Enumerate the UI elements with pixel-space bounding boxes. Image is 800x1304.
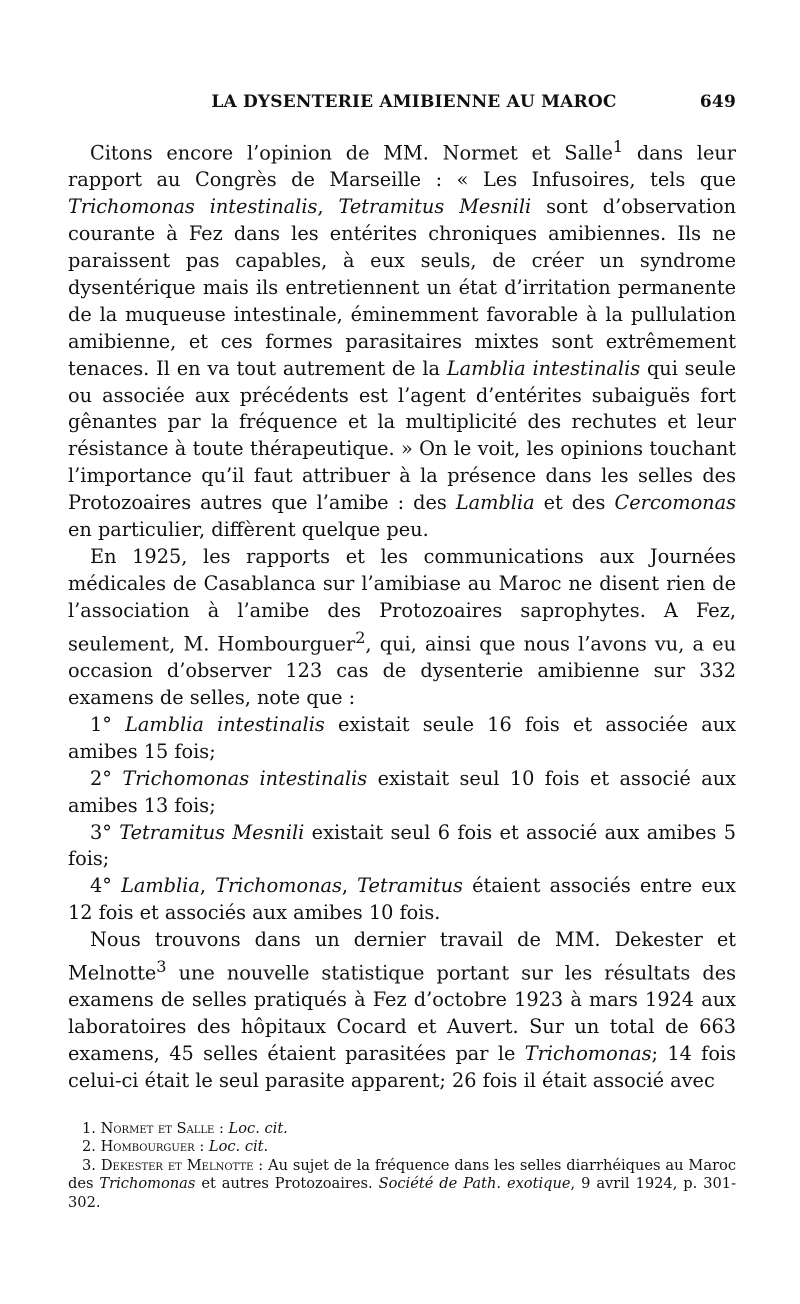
footnote-ref-3: 3 — [156, 957, 167, 977]
text-run: dans leur rapport au Congrès de Marseille : « Les Infusoires, tels que — [68, 141, 736, 192]
list-item-1 — [68, 712, 736, 766]
footnote-3 — [68, 1157, 736, 1212]
text-run: , — [199, 874, 216, 898]
text-run: 2° — [90, 766, 123, 790]
text-run: ; 14 fois celui-ci était le seul parasite apparent; 26 fois il était associé avec — [68, 1042, 736, 1093]
text-run: étaient associés entre eux 12 fois et associés aux amibes 10 fois. — [68, 874, 736, 925]
text-run: : — [214, 1120, 229, 1137]
italic-run: Trichomonas — [99, 1175, 196, 1193]
footnote-ref-1: 1 — [612, 137, 624, 156]
text-run: , qui, ainsi que nous l’avons vu, a eu occasion d’observer 123 cas de dysenterie amibienne sur 332 examens de selles, note que : — [68, 632, 736, 709]
footnote-authors: Hombourguer — [100, 1138, 195, 1156]
running-header — [68, 92, 736, 112]
text-run: sont d’observation courante à Fez dans les entérites chroniques amibiennes. Ils ne paraissent pas capables, à eux seuls, de créer un syndrome dysentérique mais ils entretiennent un état d’irritation permanente de la muqueuse intestinale, éminemment favorable à la pullulation amibienne, et ces formes parasitaires mixtes sont extrêmement tenaces. Il en va tout autrement de la — [68, 195, 737, 380]
text-run: , — [341, 874, 358, 898]
text-run: en particulier, diffèrent quelque peu. — [68, 518, 429, 542]
text-run: : Au sujet de la fréquence dans les selles diarrhéiques au Maroc des — [68, 1156, 737, 1193]
italic-run: Société de Path. exotique — [378, 1175, 571, 1193]
list-item-4 — [68, 873, 736, 927]
text-run: existait seule 16 fois et associée aux amibes 15 fois; — [68, 712, 736, 763]
italic-run: Tetramitus Mesnili — [119, 820, 305, 844]
main-text — [68, 134, 736, 1095]
text-run: qui seule ou associée aux précédents est l’agent d’entérites subaiguës fort gênantes par la fréquence et la multiplicité des rechutes et leur résistance à toute thérapeutique. » On le voit, les opinions touchant l’importance qu’il faut attribuer à la présence dans les selles des Protozoaires autres que l’amibe : des — [68, 356, 736, 515]
page-number: 649 — [699, 92, 736, 112]
footnote-1 — [68, 1120, 736, 1138]
italic-run: Cercomonas — [614, 491, 736, 515]
footnotes — [68, 1120, 736, 1212]
paragraph-2 — [68, 544, 736, 712]
italic-run: Trichomonas intestinalis — [122, 766, 368, 790]
page-body — [68, 134, 736, 1095]
list-item-2 — [68, 766, 736, 820]
running-title: LA DYSENTERIE AMIBIENNE AU MAROC — [211, 92, 617, 112]
footnote-number: 3. — [82, 1156, 96, 1174]
italic-run: Tetramitus Mesnili — [338, 195, 532, 219]
text-run: Citons encore l’opinion de MM. Normet et Salle — [90, 141, 613, 165]
italic-run: Trichomonas — [524, 1042, 652, 1066]
text-run: une nouvelle statistique portant sur les résultats des examens de selles pratiqués à Fez d’octobre 1923 à mars 1924 aux laboratoires des hôpitaux Cocard et Auvert. Sur un total de 663 examens, 45 selles étaient parasitées par le — [68, 961, 736, 1066]
italic-run: Trichomonas intestinalis — [68, 195, 318, 219]
italic-run: Tetramitus — [357, 874, 463, 898]
list-item-3 — [68, 820, 736, 874]
text-run: : — [194, 1138, 209, 1156]
italic-run: Loc. cit. — [208, 1138, 269, 1156]
footnote-authors: Dekester et Melnotte — [100, 1156, 254, 1174]
italic-run: Lamblia — [455, 491, 535, 515]
text-run: En 1925, les rapports et les communications aux Journées médicales de Casablanca sur l’amibiase au Maroc ne disent rien de l’association à l’amibe des Protozoaires saprophytes. A Fez, seulement, M. Hombourguer — [68, 545, 736, 656]
footnote-authors: Normet et Salle — [100, 1120, 215, 1137]
footnote-number: 2. — [82, 1138, 96, 1156]
italic-run: Lamblia — [121, 874, 200, 898]
footnote-2 — [68, 1138, 736, 1156]
text-run: 3° — [90, 820, 120, 844]
italic-run: Lamblia intestinalis — [446, 356, 641, 380]
text-run: , 9 avril 1924, p. 301-302. — [68, 1175, 736, 1211]
italic-run: Lamblia intestinalis — [125, 712, 325, 736]
text-run: 4° — [90, 874, 122, 898]
text-run: , — [317, 195, 339, 219]
italic-run: Trichomonas — [215, 874, 342, 898]
text-run: existait seul 6 fois et associé aux amibes 5 fois; — [68, 820, 736, 871]
footnote-ref-2: 2 — [355, 627, 366, 647]
text-run: 1° — [90, 712, 126, 736]
text-run: Nous trouvons dans un dernier travail de MM. Dekester et Melnotte — [68, 928, 736, 985]
footnote-number: 1. — [82, 1120, 96, 1137]
italic-run: Loc. cit. — [228, 1120, 288, 1137]
text-run: et autres Protozoaires. — [195, 1175, 379, 1193]
paragraph-3 — [68, 927, 736, 1095]
text-run: et des — [534, 491, 615, 515]
text-run: existait seul 10 fois et associé aux amibes 13 fois; — [68, 766, 737, 817]
paragraph-1 — [68, 134, 736, 544]
